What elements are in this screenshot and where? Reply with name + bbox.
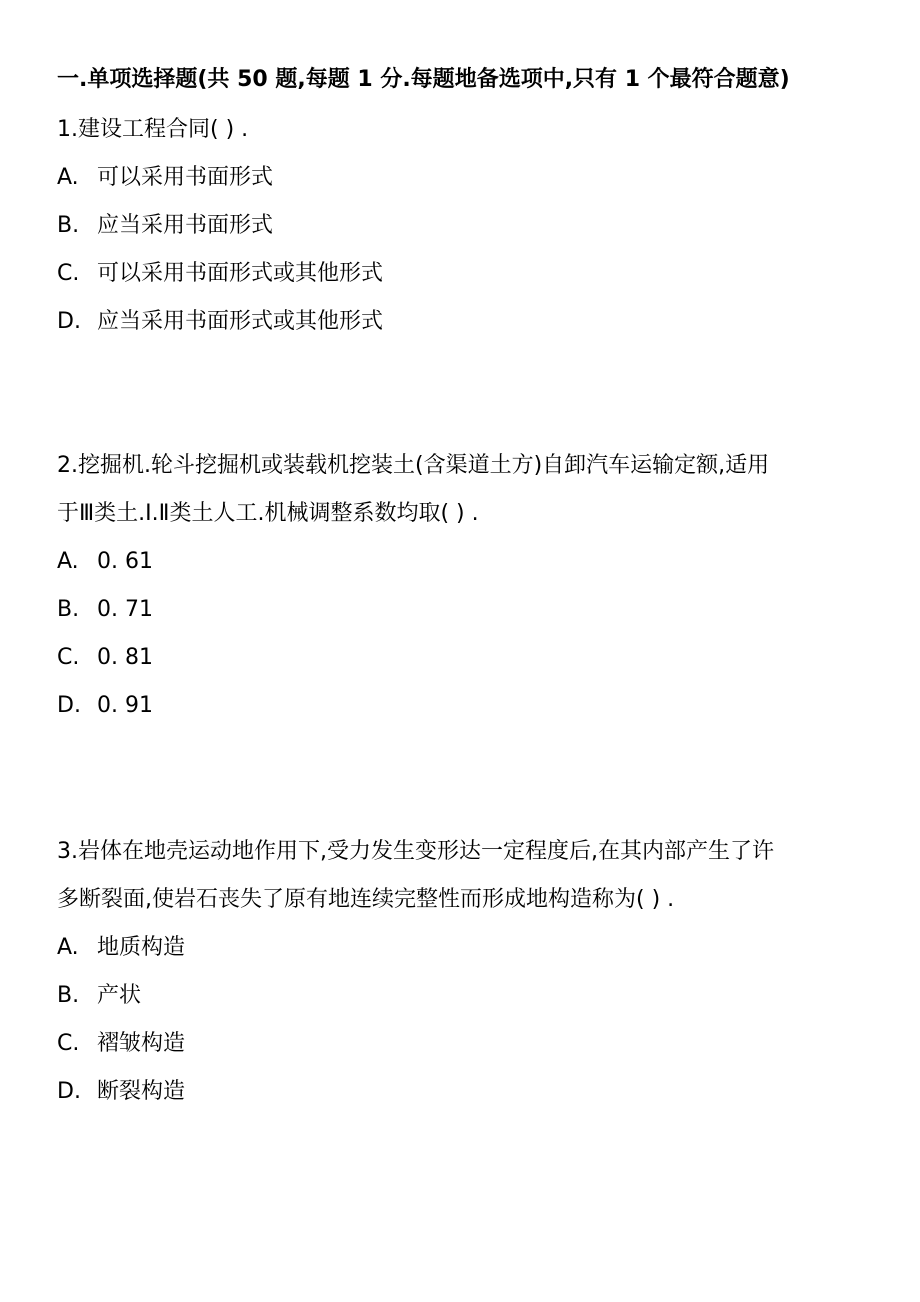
option-a	[57, 538, 877, 586]
question-stem-line: 3.岩体在地壳运动地作用下,受力发生变形达一定程度后,在其内部产生了许	[57, 839, 774, 864]
option-letter: D.	[57, 1079, 81, 1104]
option-b	[57, 586, 877, 634]
option-letter: B.	[57, 213, 80, 238]
option-letter: C.	[57, 645, 80, 670]
option-letter: C.	[57, 261, 80, 286]
question-3	[57, 828, 877, 1116]
question-stem-line: 多断裂面,使岩石丧失了原有地连续完整性而形成地构造称为( ) .	[57, 887, 675, 912]
option-text: 0. 61	[97, 549, 153, 574]
option-letter: D.	[57, 309, 81, 334]
question-2	[57, 442, 877, 730]
section-title: 一.单项选择题(共 50 题,每题 1 分.每题地备选项中,只有 1 个最符合题意)	[57, 67, 790, 92]
option-d	[57, 298, 877, 346]
option-text: 0. 71	[97, 597, 153, 622]
option-text: 应当采用书面形式	[97, 213, 274, 238]
option-c	[57, 250, 877, 298]
question-1	[57, 106, 877, 346]
option-text: 0. 81	[97, 645, 153, 670]
option-letter: D.	[57, 693, 81, 718]
question-stem	[57, 442, 877, 538]
question-stem-line: 2.挖掘机.轮斗挖掘机或装载机挖装土(含渠道土方)自卸汽车运输定额,适用	[57, 453, 770, 478]
option-d	[57, 1068, 877, 1116]
option-letter: A.	[57, 165, 79, 190]
question-stem	[57, 828, 877, 924]
option-text: 0. 91	[97, 693, 153, 718]
option-text: 产状	[97, 983, 142, 1008]
option-letter: A.	[57, 935, 79, 960]
option-letter: B.	[57, 983, 80, 1008]
option-c	[57, 1020, 877, 1068]
option-c	[57, 634, 877, 682]
question-stem-line: 1.建设工程合同( ) .	[57, 117, 249, 142]
option-text: 地质构造	[97, 935, 186, 960]
option-a	[57, 924, 877, 972]
option-letter: B.	[57, 597, 80, 622]
question-stem-line: 于Ⅲ类土.Ⅰ.Ⅱ类土人工.机械调整系数均取( ) .	[57, 501, 479, 526]
option-d	[57, 682, 877, 730]
option-letter: C.	[57, 1031, 80, 1056]
option-b	[57, 972, 877, 1020]
option-b	[57, 202, 877, 250]
option-a	[57, 154, 877, 202]
option-letter: A.	[57, 549, 79, 574]
question-stem	[57, 106, 877, 154]
option-text: 褶皱构造	[97, 1031, 186, 1056]
option-text: 断裂构造	[97, 1079, 186, 1104]
option-text: 可以采用书面形式或其他形式	[97, 261, 384, 286]
option-text: 应当采用书面形式或其他形式	[97, 309, 384, 334]
option-text: 可以采用书面形式	[97, 165, 274, 190]
